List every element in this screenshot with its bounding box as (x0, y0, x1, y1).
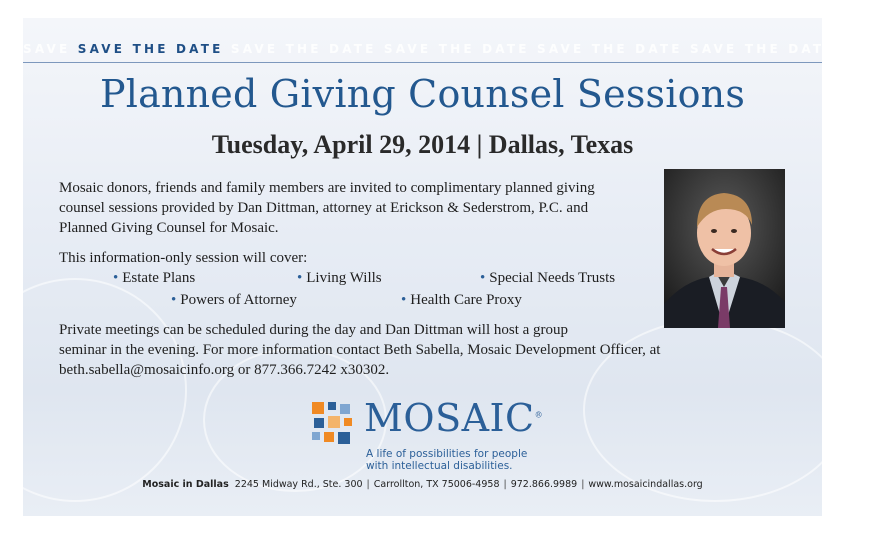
mosaic-logo-text (364, 396, 543, 440)
bullet-label: Estate Plans (122, 270, 196, 286)
footer-separator: | (366, 479, 370, 490)
bullet-living-wills (297, 270, 382, 287)
bullet-powers-of-attorney (171, 292, 297, 309)
intro-paragraph (59, 178, 659, 238)
background-swirl (0, 278, 187, 502)
tagline-line: with intellectual disabilities. (366, 460, 513, 472)
bullet-dot: • (113, 270, 119, 286)
bullet-dot: • (480, 270, 486, 286)
save-the-date-label: SAVE THE DATE (77, 42, 224, 56)
intro-line: counsel sessions provided by Dan Dittman, attorney at Erickson & Sederstrom, P.C. and (59, 200, 589, 216)
logo-tagline (366, 448, 527, 472)
save-the-date-ghost-left: SAVE (23, 42, 71, 56)
intro-line: Mosaic donors, friends and family members are invited to complimentary planned giving (59, 180, 595, 196)
save-the-date-ghost: SAVE THE DATE SAVE THE DATE SAVE THE DATE SAVE THE DATE SAVE (223, 42, 891, 56)
bullet-dot: • (171, 292, 177, 308)
speaker-photo (664, 169, 785, 328)
footer-address: 2245 Midway Rd., Ste. 300 (234, 479, 363, 490)
mosaic-logo-mark-icon (312, 402, 356, 446)
logo-registered-mark: ® (534, 410, 544, 420)
closing-line: seminar in the evening. For more information contact Beth Sabella, Mosaic Development Officer, at (59, 342, 661, 358)
logo-name: MOSAIC (364, 396, 535, 440)
footer-separator: | (581, 479, 585, 490)
bullet-health-care-proxy (401, 292, 522, 309)
bullet-dot: • (401, 292, 407, 308)
footer-org: Mosaic in Dallas (142, 479, 229, 490)
footer-website: www.mosaicindallas.org (588, 479, 703, 490)
speaker-portrait-illustration (664, 169, 785, 328)
closing-line: beth.sabella@mosaicinfo.org or 877.366.7242 x30302. (59, 362, 390, 378)
bullet-label: Special Needs Trusts (489, 270, 616, 286)
cover-heading: This information-only session will cover: (59, 250, 308, 266)
closing-line: Private meetings can be scheduled during the day and Dan Dittman will host a group (59, 322, 569, 338)
bullet-estate-plans (113, 270, 195, 287)
bullet-label: Powers of Attorney (180, 292, 297, 308)
footer-phone: 972.866.9989 (510, 479, 578, 490)
bullet-special-needs-trusts (480, 270, 615, 287)
footer-separator: | (503, 479, 507, 490)
header-divider (23, 62, 822, 63)
intro-line: Planned Giving Counsel for Mosaic. (59, 220, 279, 236)
bullet-dot: • (297, 270, 303, 286)
bullet-label: Health Care Proxy (410, 292, 522, 308)
save-the-date-banner (23, 42, 891, 62)
invitation-card (23, 18, 891, 516)
closing-paragraph (59, 320, 739, 380)
event-date-location: Tuesday, April 29, 2014 | Dallas, Texas (211, 130, 634, 159)
mosaic-logo (312, 396, 572, 472)
footer-city: Carrollton, TX 75006-4958 (373, 479, 500, 490)
tagline-line: A life of possibilities for people (366, 448, 528, 460)
bullet-label: Living Wills (306, 270, 382, 286)
page-title: Planned Giving Counsel Sessions (99, 72, 746, 116)
footer-contact (23, 479, 822, 490)
